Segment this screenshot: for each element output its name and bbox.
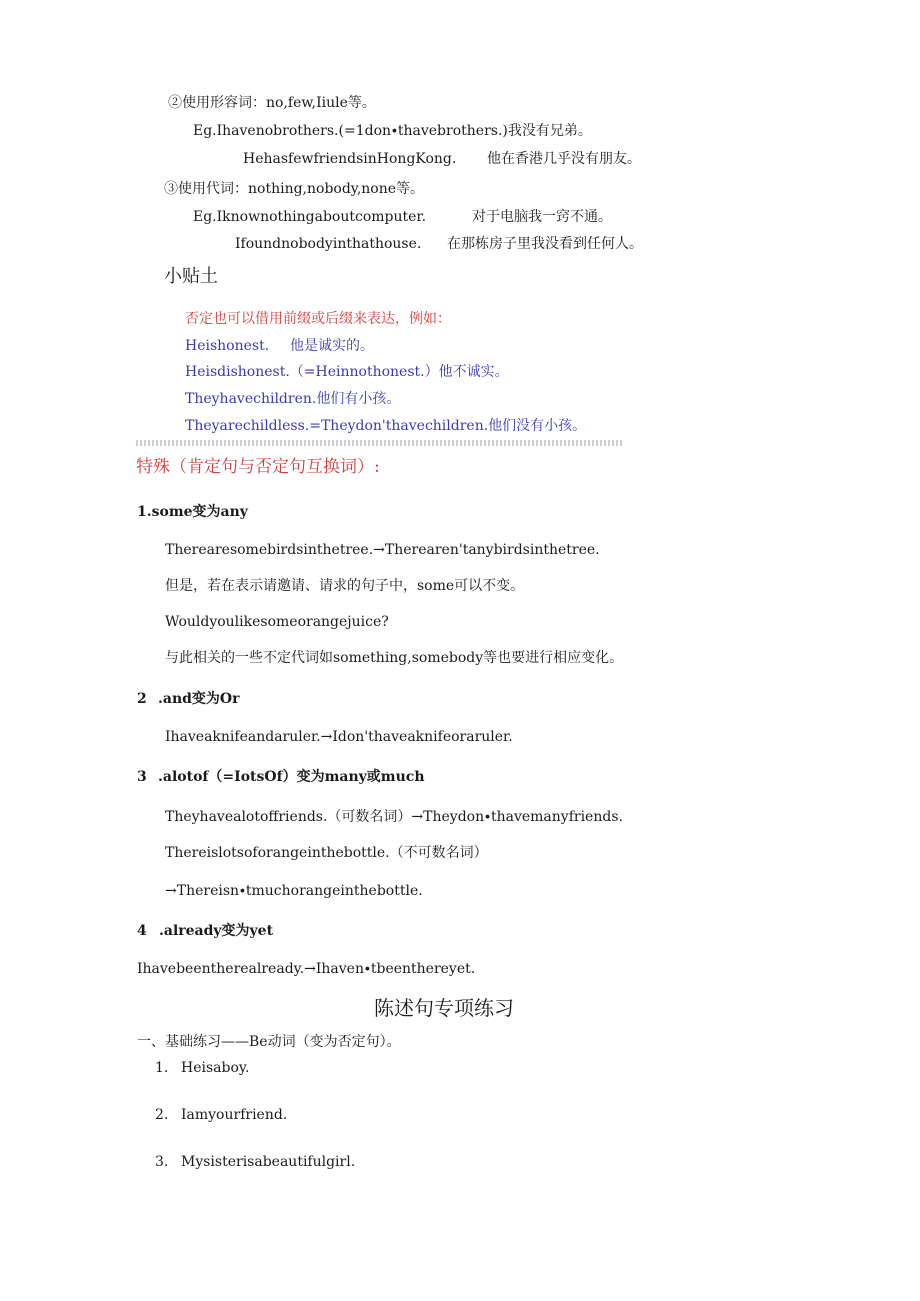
exercise-number: 2.: [155, 1107, 169, 1123]
rule-title: 1.some变为any: [137, 504, 248, 520]
tip-example: Theyhavechildren.他们有小孩。: [185, 391, 401, 407]
example-translation: 对于电脑我一窍不通。: [472, 209, 612, 225]
example-line: HehasfewfriendsinHongKong.: [243, 151, 457, 167]
rule-example: Thereislotsoforangeinthebottle.（不可数名词）: [165, 845, 488, 861]
rule-adjectives: ②使用形容词：no,few,Iiule等。: [168, 95, 376, 111]
example-line: Eg.Ihavenobrothers.(=1don∙thavebrothers.)我没有兄弟。: [193, 123, 592, 139]
rule-number: 2: [137, 691, 147, 707]
rule-note: 但是，若在表示请邀请、请求的句子中，some可以不变。: [165, 578, 525, 594]
rule-example: Therearesomebirdsinthetree.→Therearen'tanybirdsinthetree.: [165, 542, 600, 558]
tip-example-translation: 他是诚实的。: [290, 338, 374, 354]
rule-pronouns: ③使用代词：nothing,nobody,none等。: [164, 181, 425, 197]
exercise-text: Iamyourfriend.: [181, 1107, 288, 1123]
example-line: Eg.Iknownothingaboutcomputer.: [193, 209, 427, 225]
example-translation: 在那栋房子里我没看到任何人。: [447, 236, 643, 252]
rule-example: Ihaveaknifeandaruler.→Idon'thaveaknifeoraruler.: [165, 729, 513, 745]
rule-example: →Thereisn∙tmuchorangeinthebottle.: [165, 883, 423, 899]
rule-title: .already变为yet: [159, 923, 274, 939]
tip-example: Heishonest.: [185, 338, 270, 354]
exercise-text: Mysisterisabeautifulgirl.: [181, 1154, 356, 1170]
rule-title: .and变为Or: [158, 691, 240, 707]
example-line: Ifoundnobodyinthathouse.: [235, 236, 422, 252]
rule-example: Ihavebeentherealready.→Ihaven∙tbeenthereyet.: [137, 961, 476, 977]
rule-note: 与此相关的一些不定代词如something,somebody等也要进行相应变化。: [165, 650, 624, 666]
exercise-number: 3.: [155, 1154, 169, 1170]
tip-example: Heisdishonest.（=Heinnothonest.）他不诚实。: [185, 364, 509, 380]
exercise-number: 1.: [155, 1060, 169, 1076]
section-title: 陈述句专项练习: [374, 996, 514, 1020]
rule-example: Theyhavealotoffriends.（可数名词）→Theydon∙thavemanyfriends.: [165, 809, 623, 825]
section-subtitle: 一、基础练习——Be动词（变为否定句）。: [137, 1034, 401, 1050]
rule-example: Wouldyoulikesomeorangejuice?: [165, 614, 389, 630]
rule-number: 4: [137, 923, 147, 939]
special-heading: 特殊（肯定句与否定句互换词）:: [136, 457, 380, 477]
tip-intro: 否定也可以借用前缀或后缀来表达，例如：: [185, 311, 451, 327]
dotted-divider: [136, 440, 622, 446]
rule-number: 3: [137, 769, 147, 785]
tip-heading: 小贴土: [164, 266, 218, 287]
exercise-text: Heisaboy.: [181, 1060, 250, 1076]
example-translation: 他在香港几乎没有朋友。: [487, 151, 641, 167]
tip-example: Theyarechildless.=Theydon'thavechildren.他们没有小孩。: [185, 418, 587, 434]
rule-title: .alotof（=IotsOf）变为many或much: [158, 769, 425, 785]
